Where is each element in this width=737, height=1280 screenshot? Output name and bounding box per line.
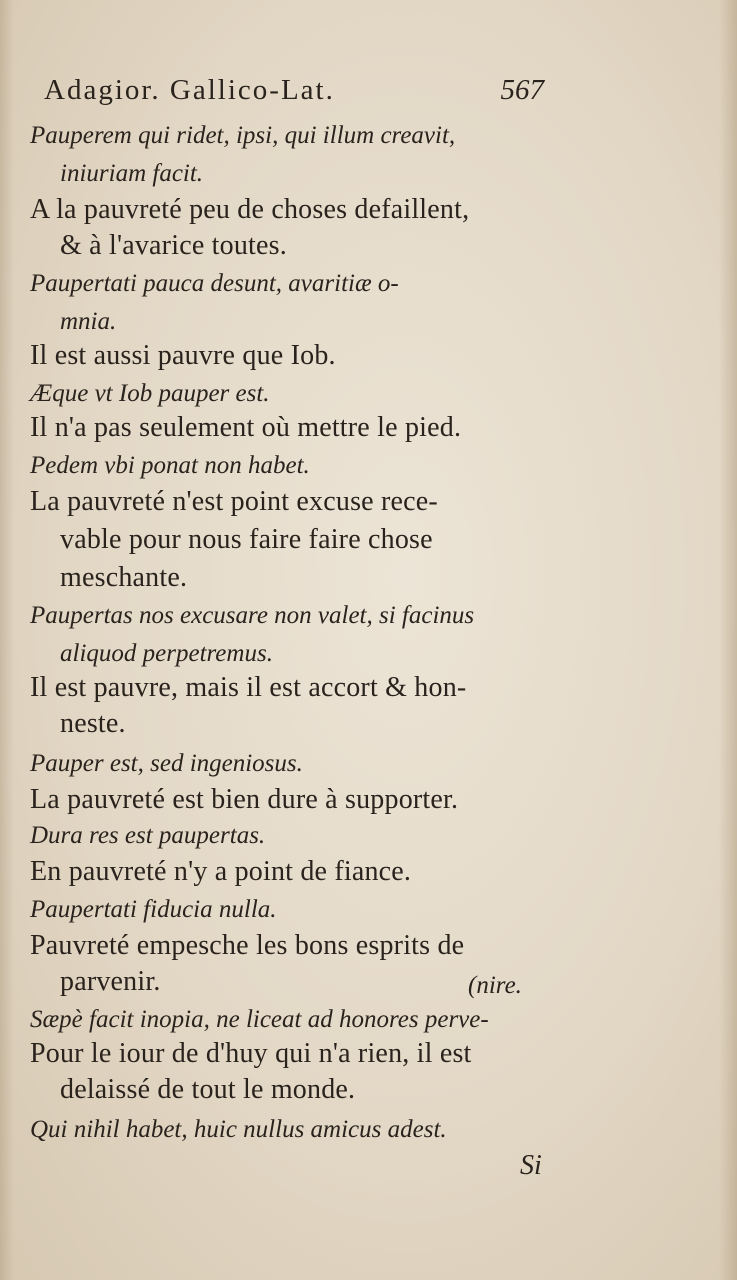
text-line: Paupertati pauca desunt, avaritiæ o- bbox=[30, 270, 399, 297]
text-line: Il n'a pas seulement où mettre le pied. bbox=[30, 412, 462, 443]
running-header bbox=[44, 74, 544, 114]
text-line: En pauvreté n'y a point de fiance. bbox=[30, 856, 412, 887]
page-left-edge bbox=[0, 0, 14, 1280]
text-line: iniuriam facit. bbox=[60, 160, 204, 187]
catchword: Si bbox=[520, 1150, 542, 1181]
text-line: A la pauvreté peu de choses defaillent, bbox=[30, 194, 470, 225]
text-line: Paupertati fiducia nulla. bbox=[30, 896, 277, 923]
text-line: neste. bbox=[60, 708, 126, 739]
text-line: parvenir. bbox=[60, 966, 161, 997]
text-line: vable pour nous faire faire chose bbox=[60, 524, 433, 555]
text-line-turnover: (nire. bbox=[468, 972, 522, 999]
page-number: 567 bbox=[500, 74, 544, 106]
text-line: Il est aussi pauvre que Iob. bbox=[30, 340, 336, 371]
text-line: Pauper est, sed ingeniosus. bbox=[30, 750, 303, 777]
text-line: Sæpè facit inopia, ne liceat ad honores perve- bbox=[30, 1006, 489, 1033]
text-line: Dura res est paupertas. bbox=[30, 822, 266, 849]
text-line: Æque vt Iob pauper est. bbox=[30, 380, 270, 407]
text-line: Pauperem qui ridet, ipsi, qui illum creavit, bbox=[30, 122, 456, 149]
text-line: mnia. bbox=[60, 308, 117, 335]
text-line: La pauvreté est bien dure à supporter. bbox=[30, 784, 459, 815]
text-line: Paupertas nos excusare non valet, si facinus bbox=[30, 602, 475, 629]
text-line: Il est pauvre, mais il est accort & hon- bbox=[30, 672, 467, 703]
text-line: Pauvreté empesche les bons esprits de bbox=[30, 930, 465, 961]
text-line: & à l'avarice toutes. bbox=[60, 230, 287, 261]
page-gutter bbox=[719, 0, 737, 1280]
text-line: delaissé de tout le monde. bbox=[60, 1074, 356, 1105]
text-line: Pedem vbi ponat non habet. bbox=[30, 452, 310, 479]
text-line: La pauvreté n'est point excuse rece- bbox=[30, 486, 438, 517]
text-line: Pour le iour de d'huy qui n'a rien, il est bbox=[30, 1038, 472, 1069]
running-title: Adagior. Gallico-Lat. bbox=[44, 74, 335, 106]
text-line: aliquod perpetremus. bbox=[60, 640, 273, 667]
text-line: meschante. bbox=[60, 562, 188, 593]
text-line: Qui nihil habet, huic nullus amicus adest. bbox=[30, 1116, 447, 1143]
